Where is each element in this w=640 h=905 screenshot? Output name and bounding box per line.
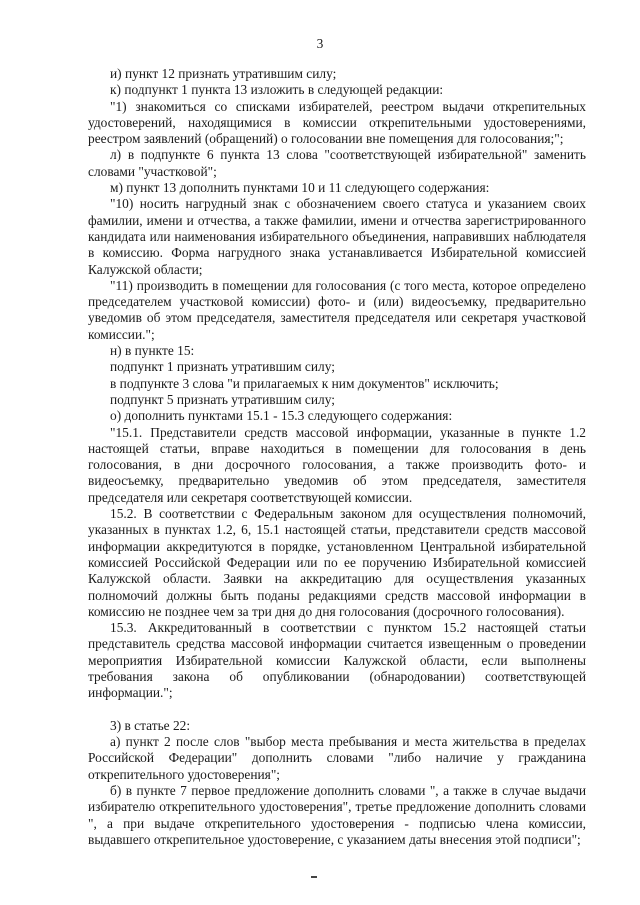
paragraph-n-3: в подпункте 3 слова "и прилагаемых к ним документов" исключить; (110, 375, 499, 391)
blank-line (88, 702, 586, 718)
paragraph-l: л) в подпункте 6 пункта 13 слова "соответствующей избирательной" заменить словами "участковой"; (88, 147, 586, 179)
paragraph-n: н) в пункте 15: (110, 343, 195, 359)
scan-mark (311, 876, 317, 878)
paragraph-article-22: 3) в статье 22: (110, 717, 191, 733)
paragraph-o: о) дополнить пунктами 15.1 - 15.3 следующего содержания: (110, 408, 453, 424)
paragraph-m-11: "11) производить в помещении для голосования (с того места, которое определено председателем участковой комиссии) фото- и (или) видеосъемку, предварительно уведомив об этом председателя, заместителя председателя или секретаря участковой комиссии."; (88, 277, 586, 342)
paragraph-k-text: "1) знакомиться со списками избирателей, реестром выдачи открепительных удостоверений, находящимися в комиссии открепительными удостоверениями, реестром заявлений (обращений) о голосовании вне помещения для голосования;"; (88, 98, 586, 147)
paragraph-k: к) подпункт 1 пункта 13 изложить в следующей редакции: (110, 82, 444, 98)
paragraph-15-2: 15.2. В соответствии с Федеральным законом для осуществления полномочий, указанных в пунктах 1.2, 6, 15.1 настоящей статьи, представители средств массовой информации аккредитуются в порядке, установленном Центральной избирательной комиссией Российской Федерации или по ее поручению Избирательной комиссией Калужской области. Заявки на аккредитацию для осуществления указанных полномочий должны быть поданы редакциями средств массовой информации в комиссию не позднее чем за три дня до дня голосования (досрочного голосования). (88, 506, 586, 619)
paragraph-m-10: "10) носить нагрудный знак с обозначением своего статуса и указанием своих фамилии, имени и отчества, а также фамилии, имени и отчества зарегистрированного кандидата или наименования избирательного объединения, направивших наблюдателя в комиссию. Форма нагрудного знака устанавливается Избирательной комиссией Калужской области; (88, 196, 586, 277)
paragraph-22-a: а) пункт 2 после слов "выбор места пребывания и места жительства в пределах Российской Федерации" дополнить словами "либо наличие у гражданина открепительного удостоверения"; (88, 734, 586, 782)
paragraph-m: м) пункт 13 дополнить пунктами 10 и 11 следующего содержания: (110, 180, 490, 196)
paragraph-n-5: подпункт 5 признать утратившим силу; (110, 391, 335, 407)
document-body (88, 66, 586, 848)
paragraph-n-1: подпункт 1 признать утратившим силу; (110, 359, 335, 375)
paragraph-15-1: "15.1. Представители средств массовой информации, указанные в пункте 1.2 настоящей статьи, вправе находиться в помещении для голосования в день голосования, в дни досрочного голосования, а также производить фото- и видеосъемку, предварительно уведомив об этом председателя, заместителя председателя или секретаря соответствующей комиссии. (88, 424, 586, 505)
paragraph-i: и) пункт 12 признать утратившим силу; (110, 66, 337, 81)
paragraph-15-3: 15.3. Аккредитованный в соответствии с пунктом 15.2 настоящей статьи представитель средства массовой информации считается извещенным о проведении мероприятия Избирательной комиссии Калужской области, если выполнены требования закона об опубликовании (обнародовании) соответствующей информации."; (88, 620, 586, 701)
paragraph-22-b: б) в пункте 7 первое предложение дополнить словами ", а также в случае выдачи избирателю открепительного удостоверения", третье предложение дополнить словами ", а при выдаче открепительного удостоверения - подписью члена комиссии, выдавшего открепительное удостоверение, с указанием даты внесения этой подписи"; (88, 783, 586, 847)
page-number: 3 (316, 36, 324, 51)
